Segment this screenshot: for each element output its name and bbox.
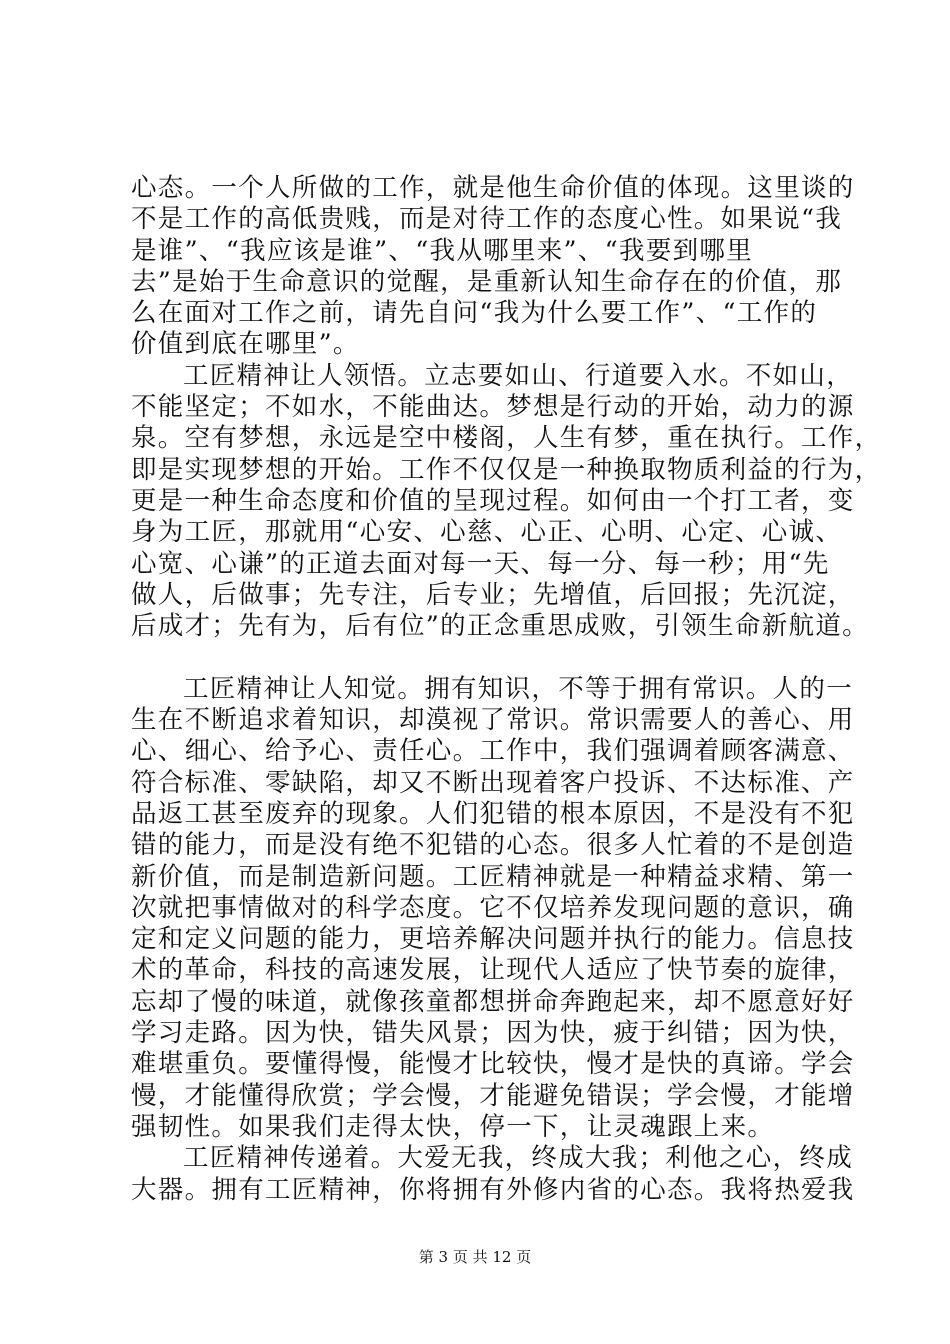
text-line: 大器。拥有工匠精神，你将拥有外修内省的心态。我将热爱我 xyxy=(131,1174,855,1205)
text-line: 心宽、心谦”的正道去面对每一天、每一分、每一秒；用“先 xyxy=(131,548,830,579)
text-line: 心、细心、给予心、责任心。工作中，我们强调着顾客满意、 xyxy=(131,736,855,767)
paragraph-start-line: 工匠精神传递着。大爱无我，终成大我；利他之心，终成 xyxy=(183,1143,854,1174)
text-line: 不能坚定；不如水，不能曲达。梦想是行动的开始，动力的源 xyxy=(131,392,855,423)
text-line: 去”是始于生命意识的觉醒，是重新认知生命存在的价值，那 xyxy=(131,266,843,297)
paragraph-start-line: 工匠精神让人知觉。拥有知识，不等于拥有常识。人的一 xyxy=(183,673,854,704)
text-line: 新价值，而是制造新问题。工匠精神就是一种精益求精、第一 xyxy=(131,861,855,892)
text-line: 心态。一个人所做的工作，就是他生命价值的体现。这里谈的 xyxy=(131,173,855,203)
text-line: 价值到底在哪里”。 xyxy=(131,329,360,360)
text-line: 后成才；先有为，后有位”的正念重思成败，引领生命新航道。 xyxy=(131,611,869,642)
text-line: 做人，后做事；先专注，后专业；先增值，后回报；先沉淀， xyxy=(131,579,855,610)
text-line: 生在不断追求着知识，却漠视了常识。常识需要人的善心、用 xyxy=(131,705,855,736)
text-line: 次就把事情做对的科学态度。它不仅培养发现问题的意识，确 xyxy=(131,892,855,923)
page-number-footer: 第 3 页 共 12 页 xyxy=(418,1248,532,1266)
text-line: 是谁”、“我应该是谁”、“我从哪里来”、“我要到哪里 xyxy=(131,235,754,266)
text-line: 忘却了慢的味道，就像孩童都想拼命奔跑起来，却不愿意好好 xyxy=(131,986,855,1017)
text-line: 符合标准、零缺陷，却又不断出现着客户投诉、不达标准、产 xyxy=(131,767,855,798)
text-line: 难堪重负。要懂得慢，能慢才比较快，慢才是快的真谛。学会 xyxy=(131,1049,855,1080)
text-line: 术的革命，科技的高速发展，让现代人适应了快节奏的旋律， xyxy=(131,955,855,986)
paragraph-start-line: 工匠精神让人领悟。立志要如山、行道要入水。不如山， xyxy=(183,360,854,391)
document-body xyxy=(131,173,882,1206)
text-line: 么在面对工作之前，请先自问“我为什么要工作”、“工作的 xyxy=(131,298,818,329)
paragraph-gap xyxy=(131,642,821,673)
text-line: 错的能力，而是没有绝不犯错的心态。很多人忙着的不是创造 xyxy=(131,830,855,861)
text-line: 慢，才能懂得欣赏；学会慢，才能避免错误；学会慢，才能增 xyxy=(131,1080,855,1111)
text-line: 泉。空有梦想，永远是空中楼阁，人生有梦，重在执行。工作， xyxy=(131,423,882,454)
text-line: 更是一种生命态度和价值的呈现过程。如何由一个打工者，变 xyxy=(131,485,855,516)
text-line: 即是实现梦想的开始。工作不仅仅是一种换取物质利益的行为， xyxy=(131,454,882,485)
text-line: 品返工甚至废弃的现象。人们犯错的根本原因，不是没有不犯 xyxy=(131,798,855,829)
text-line: 强韧性。如果我们走得太快，停一下，让灵魂跟上来。 xyxy=(131,1111,775,1142)
text-line: 身为工匠，那就用“心安、心慈、心正、心明、心定、心诚、 xyxy=(131,517,843,548)
text-line: 定和定义问题的能力，更培养解决问题并执行的能力。信息技 xyxy=(131,924,855,955)
text-line: 学习走路。因为快，错失风景；因为快，疲于纠错；因为快， xyxy=(131,1018,855,1049)
text-line: 不是工作的高低贵贱，而是对待工作的态度心性。如果说“我 xyxy=(131,204,843,235)
